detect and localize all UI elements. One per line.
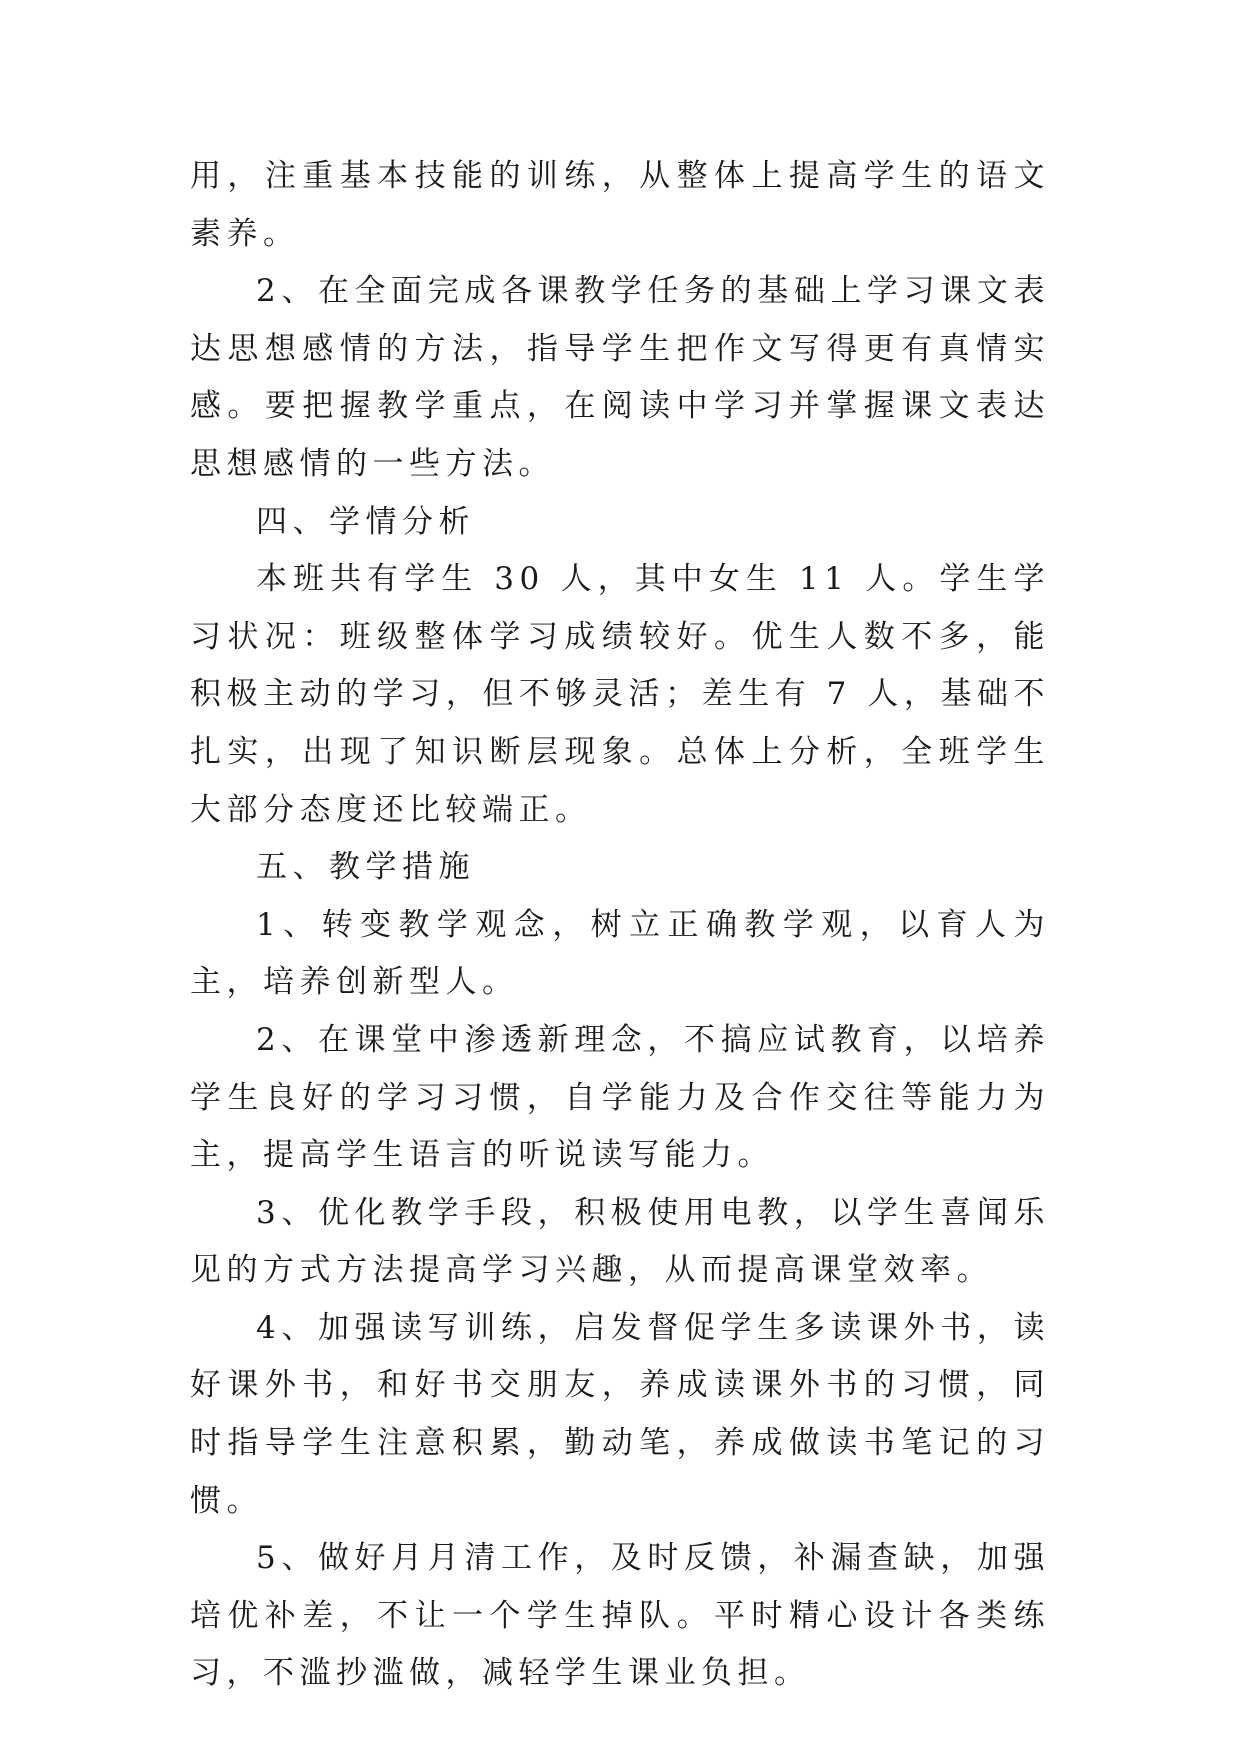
paragraph-measure-5: 5、做好月月清工作，及时反馈，补漏查缺，加强培优补差，不让一个学生掉队。平时精心设计各类练习，不滥抄滥做，减轻学生课业负担。 [190, 1540, 1050, 1692]
paragraph-measure-3: 3、优化教学手段，积极使用电教，以学生喜闻乐见的方式方法提高学习兴趣，从而提高课堂效率。 [190, 1194, 1050, 1289]
paragraph-continuation: 用，注重基本技能的训练，从整体上提高学生的语文素养。 [190, 158, 1050, 252]
document-page [190, 148, 1050, 1703]
paragraph-measure-4: 4、加强读写训练，启发督促学生多读课外书，读好课外书，和好书交朋友，养成读课外书的习惯，同时指导学生注意积累，勤动笔，养成做读书笔记的习惯。 [190, 1309, 1050, 1519]
paragraph-measure-2: 2、在课堂中渗透新理念，不搞应试教育，以培养学生良好的学习习惯，自学能力及合作交往等能力为主，提高学生语言的听说读写能力。 [190, 1021, 1050, 1174]
paragraph-item-2: 2、在全面完成各课教学任务的基础上学习课文表达思想感情的方法，指导学生把作文写得更有真情实感。要把握教学重点，在阅读中学习并掌握课文表达思想感情的一些方法。 [190, 273, 1050, 482]
paragraph-student-analysis: 本班共有学生 30 人，其中女生 11 人。学生学习状况：班级整体学习成绩较好。优生人数不多，能积极主动的学习，但不够灵活；差生有 7 人，基础不扎实，出现了知识断层现象。总体上分析，全班学生大部分态度还比较端正。 [190, 561, 1050, 828]
section-heading-student-analysis: 四、学情分析 [256, 503, 475, 540]
section-heading-teaching-measures: 五、教学措施 [256, 849, 475, 886]
paragraph-measure-1: 1、转变教学观念，树立正确教学观，以育人为主，培养创新型人。 [190, 906, 1050, 1001]
